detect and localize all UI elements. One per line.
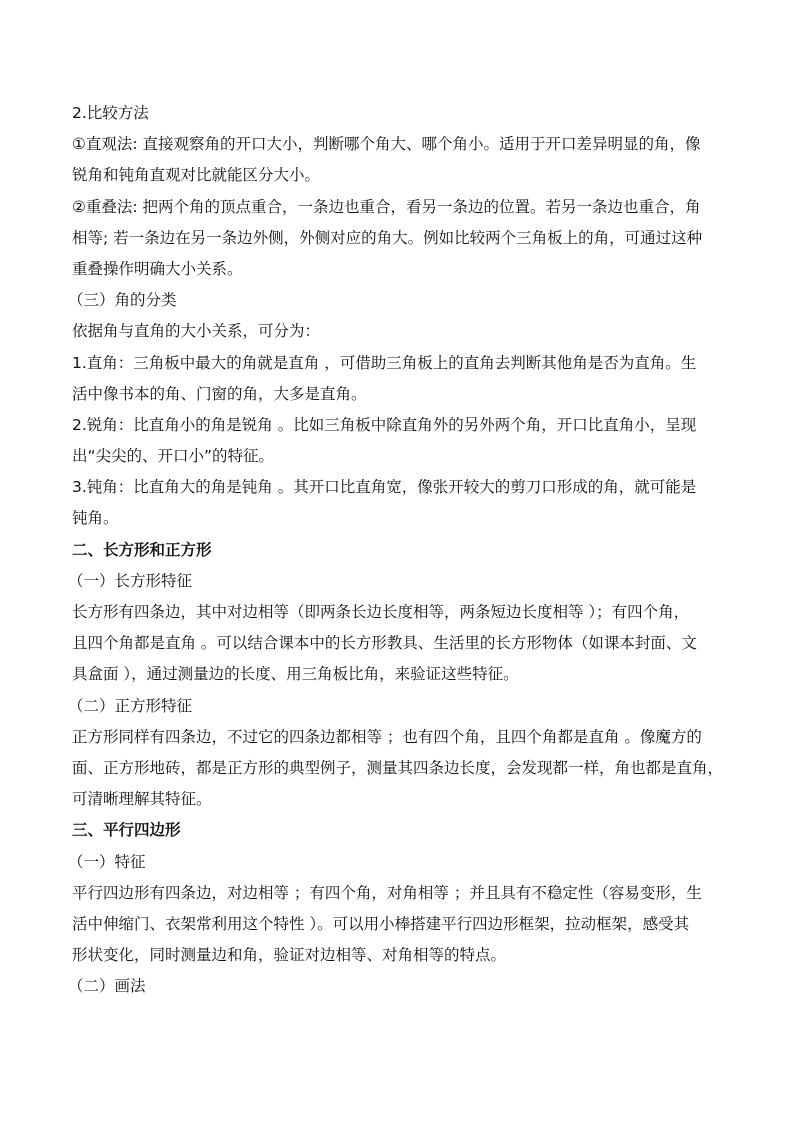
text-line: 可清晰理解其特征。	[72, 790, 212, 809]
subsection-heading: （一）长方形特征	[68, 571, 193, 590]
subsection-heading: （二）正方形特征	[68, 696, 193, 715]
text-line: 出“尖尖的、开口小”的特征。	[72, 447, 275, 466]
section-heading: 三、平行四边形	[72, 821, 181, 840]
subsection-heading: （一）特征	[68, 852, 146, 871]
subsection-heading: （三）角的分类	[68, 291, 177, 310]
text-line: 平行四边形有四条边，对边相等 ；有四个角，对角相等 ；并且具有不稳定性（容易变形，生	[72, 883, 702, 902]
text-line: 2.锐角：比直角小的角是锐角 。比如三角板中除直角外的另外两个角，开口比直角小，呈现	[72, 415, 697, 434]
text-line: 活中像书本的角、门窗的角，大多是直角。	[72, 384, 367, 403]
text-line: 具盒面 ），通过测量边的长度、用三角板比角，来验证这些特征。	[72, 665, 519, 684]
text-line: 依据角与直角的大小关系，可分为：	[72, 322, 321, 341]
subsection-heading: （二）画法	[68, 977, 146, 996]
text-line: 1.直角：三角板中最大的角就是直角 ，可借助三角板上的直角去判断其他角是否为直角。生	[72, 353, 697, 372]
text-line: 3.钝角：比直角大的角是钝角 。其开口比直角宽，像张开较大的剪刀口形成的角，就可能是	[72, 478, 697, 497]
text-line: 正方形同样有四条边，不过它的四条边都相等 ；也有四个角，且四个角都是直角 。像魔方的	[72, 727, 702, 746]
text-line: 活中伸缩门、衣架常利用这个特性 ）。可以用小棒搭建平行四边形框架，拉动框架，感受其	[72, 914, 690, 933]
text-line: 2.比较方法	[72, 104, 149, 122]
text-line: 且四个角都是直角 。可以结合课本中的长方形教具、生活里的长方形物体（如课本封面、文	[72, 634, 697, 653]
text-line: 重叠操作明确大小关系。	[72, 259, 243, 278]
text-line: 形状变化，同时测量边和角，验证对边相等、对角相等的特点。	[72, 946, 507, 965]
text-line: 长方形有四条边，其中对边相等（即两条长边长度相等，两条短边长度相等 ）；有四个角，	[72, 603, 690, 621]
text-line: 面、正方形地砖，都是正方形的典型例子，测量其四条边长度，会发现都一样，角也都是直角，	[72, 758, 724, 777]
text-line: ①直观法: 直接观察角的开口大小，判断哪个角大、哪个角小。适用于开口差异明显的角，像	[72, 135, 701, 154]
text-line: ②重叠法: 把两个角的顶点重合，一条边也重合，看另一条边的位置。若另一条边也重合，角	[72, 197, 701, 216]
document-page	[68, 98, 724, 1002]
text-line: 锐角和钝角直观对比就能区分大小。	[72, 166, 321, 185]
text-line: 相等; 若一条边在另一条边外侧，外侧对应的角大。例如比较两个三角板上的角，可通过这种	[72, 228, 703, 247]
text-line: 钝角。	[72, 509, 119, 528]
section-heading: 二、长方形和正方形	[72, 540, 212, 559]
